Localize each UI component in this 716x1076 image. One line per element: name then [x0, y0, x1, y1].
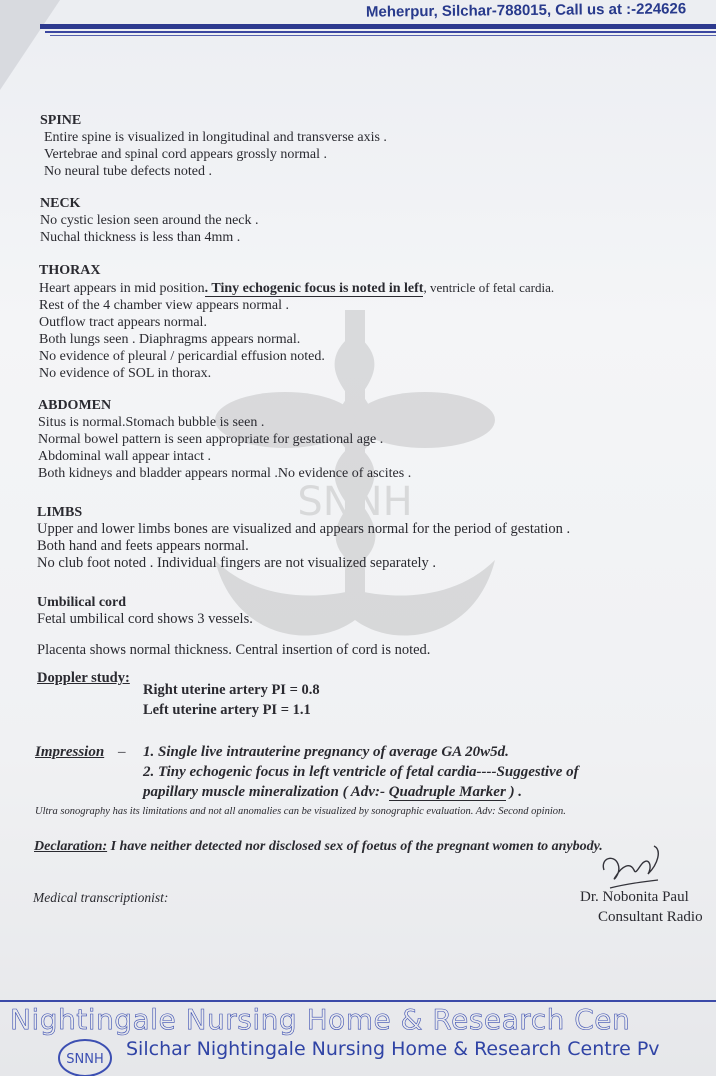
finding-line: Vertebrae and spinal cord appears grossly normal . [44, 147, 328, 162]
finding-line: Upper and lower limbs bones are visualized and appears normal for the period of gestation . [37, 521, 571, 537]
highlighted-finding: . Tiny echogenic focus is noted in left [204, 281, 424, 296]
finding-line: Rest of the 4 chamber view appears normal . [39, 298, 289, 313]
doctor-designation: Consultant Radio [598, 909, 703, 925]
section-limbs [37, 504, 570, 572]
finding-line: Fetal umbilical cord shows 3 vessels. [37, 611, 253, 627]
section-title: Umbilical cord [37, 595, 127, 610]
placenta-finding: Placenta shows normal thickness. Central insertion of cord is noted. [37, 642, 431, 658]
impression-label: Impression [35, 744, 105, 760]
doppler-right-uterine: Right uterine artery PI = 0.8 [143, 682, 320, 698]
section-neck [40, 195, 259, 246]
impression-items [143, 742, 703, 802]
finding-line: Situs is normal.Stomach bubble is seen . [38, 415, 265, 430]
finding-line: No evidence of SOL in thorax. [39, 366, 212, 381]
letterhead-footer [0, 998, 716, 1076]
hospital-logo-icon [54, 1036, 116, 1076]
finding-line: Both kidneys and bladder appears normal .No evidence of ascites . [38, 466, 412, 481]
declaration-label: Declaration: [34, 839, 108, 854]
declaration [34, 838, 603, 855]
finding-line: Nuchal thickness is less than 4mm . [40, 230, 241, 245]
doppler-left-uterine: Left uterine artery PI = 1.1 [143, 702, 311, 718]
section-abdomen [38, 397, 411, 482]
section-spine [40, 112, 387, 180]
footer-hospital-subtitle: Silchar Nightingale Nursing Home & Research Centre Pv [126, 1038, 660, 1060]
header-address: Meherpur, Silchar-788015, Call us at :-224626 [365, 0, 687, 21]
impression-item: 2. Tiny echogenic focus in left ventricle of fetal cardia----Suggestive of [143, 764, 579, 780]
svg-text:SNNH: SNNH [297, 479, 413, 525]
finding-line: No club foot noted . Individual fingers are not visualized separately . [37, 555, 437, 571]
finding-line: Entire spine is visualized in longitudinal and transverse axis . [44, 130, 387, 145]
section-title: THORAX [39, 263, 101, 278]
finding-line: Normal bowel pattern is seen appropriate for gestational age . [38, 432, 384, 447]
section-thorax [39, 262, 554, 382]
finding-line: Both lungs seen . Diaphragms appears normal. [39, 332, 301, 347]
impression-item [143, 782, 703, 802]
doctor-name: Dr. Nobonita Paul [580, 889, 689, 905]
impression-item: 1. Single live intrauterine pregnancy of average GA 20w5d. [143, 744, 509, 760]
finding-line: No cystic lesion seen around the neck . [40, 213, 259, 228]
svg-text:SNNH: SNNH [66, 1052, 104, 1067]
advised-test: Quadruple Marker [388, 784, 506, 800]
impression-text: papillary muscle mineralization ( Adv:- [143, 784, 389, 800]
finding-line: No evidence of pleural / pericardial effusion noted. [39, 349, 325, 364]
finding-line: No neural tube defects noted . [44, 164, 212, 179]
transcriptionist-label: Medical transcriptionist: [33, 890, 169, 905]
declaration-text: I have neither detected nor disclosed sex of foetus of the pregnant women to anybody. [107, 839, 603, 854]
finding-line [39, 279, 554, 297]
finding-line: Outflow tract appears normal. [39, 315, 207, 330]
section-title: LIMBS [37, 505, 83, 520]
limitation-note: Ultra sonography has its limitations and not all anomalies can be visualized by sonographic evaluation. Adv: Second opinion. [35, 806, 566, 817]
section-title: ABDOMEN [38, 398, 112, 413]
footer-rule [0, 1000, 716, 1002]
section-title: NECK [40, 196, 81, 211]
finding-line: Both hand and feets appears normal. [37, 538, 249, 554]
doppler-title: Doppler study: [37, 670, 130, 686]
footer-hospital-name: Nightingale Nursing Home & Research Cen [10, 1003, 631, 1036]
finding-text: , ventricle of fetal cardia. [423, 280, 555, 295]
impression-text: ) . [505, 784, 523, 800]
finding-text: Heart appears in mid position [39, 281, 205, 296]
impression-dash: – [118, 744, 126, 760]
section-title: SPINE [40, 113, 82, 128]
finding-line: Abdominal wall appear intact . [38, 449, 211, 464]
section-umbilical-cord [37, 594, 253, 628]
